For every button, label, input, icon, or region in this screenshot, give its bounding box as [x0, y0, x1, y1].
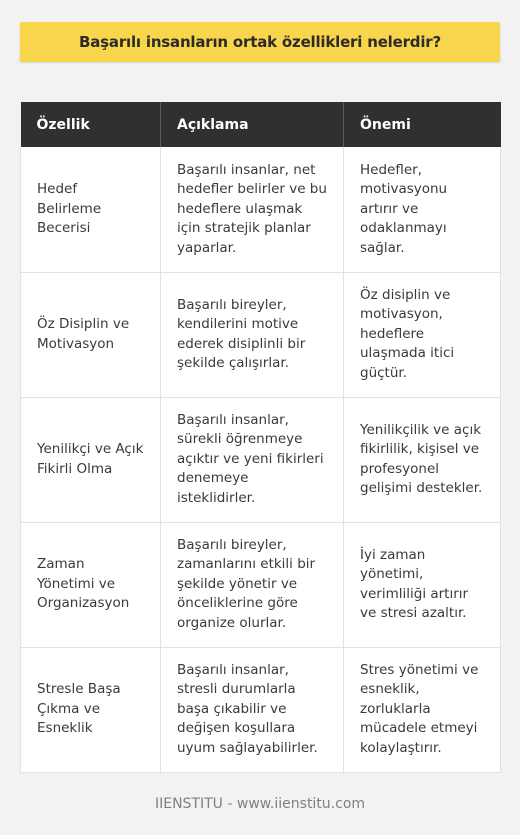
cell-ozellik: Hedef Belirleme Becerisi [21, 147, 161, 272]
table-row [21, 272, 501, 397]
table-body [21, 147, 501, 772]
table-row [21, 397, 501, 522]
cell-ozellik: Yenilikçi ve Açık Fikirli Olma [21, 397, 161, 522]
table-row [21, 522, 501, 647]
cell-aciklama: Başarılı insanlar, net hedefler belirler ve bu hedeflere ulaşmak için stratejik planlar yaparlar. [161, 147, 344, 272]
table-row [21, 147, 501, 272]
traits-table [20, 102, 501, 773]
footer-watermark: IIENSTITU - www.iienstitu.com [154, 796, 366, 812]
cell-onemi: Öz disiplin ve motivasyon, hedeflere ulaşmada itici güçtür. [344, 272, 501, 397]
table-row [21, 647, 501, 772]
title-banner [20, 22, 500, 62]
header-row [21, 102, 501, 147]
header-onemi: Önemi [344, 102, 501, 147]
cell-ozellik: Stresle Başa Çıkma ve Esneklik [21, 647, 161, 772]
page-title: Başarılı insanların ortak özellikleri nelerdir? [79, 33, 441, 51]
table-header [21, 102, 501, 147]
cell-ozellik: Öz Disiplin ve Motivasyon [21, 272, 161, 397]
cell-onemi: İyi zaman yönetimi, verimliliği artırır ve stresi azaltır. [344, 522, 501, 647]
cell-aciklama: Başarılı bireyler, kendilerini motive ederek disiplinli bir şekilde çalışırlar. [161, 272, 344, 397]
cell-aciklama: Başarılı bireyler, zamanlarını etkili bir şekilde yönetir ve önceliklerine göre organize olurlar. [161, 522, 344, 647]
header-aciklama: Açıklama [161, 102, 344, 147]
cell-onemi: Yenilikçilik ve açık fikirlilik, kişisel ve profesyonel gelişimi destekler. [344, 397, 501, 522]
cell-aciklama: Başarılı insanlar, stresli durumlarla başa çıkabilir ve değişen koşullara uyum sağlayabilirler. [161, 647, 344, 772]
cell-onemi: Stres yönetimi ve esneklik, zorluklarla mücadele etmeyi kolaylaştırır. [344, 647, 501, 772]
header-ozellik: Özellik [21, 102, 161, 147]
cell-onemi: Hedefler, motivasyonu artırır ve odaklanmayı sağlar. [344, 147, 501, 272]
cell-ozellik: Zaman Yönetimi ve Organizasyon [21, 522, 161, 647]
cell-aciklama: Başarılı insanlar, sürekli öğrenmeye açıktır ve yeni fikirleri denemeye isteklidirler. [161, 397, 344, 522]
